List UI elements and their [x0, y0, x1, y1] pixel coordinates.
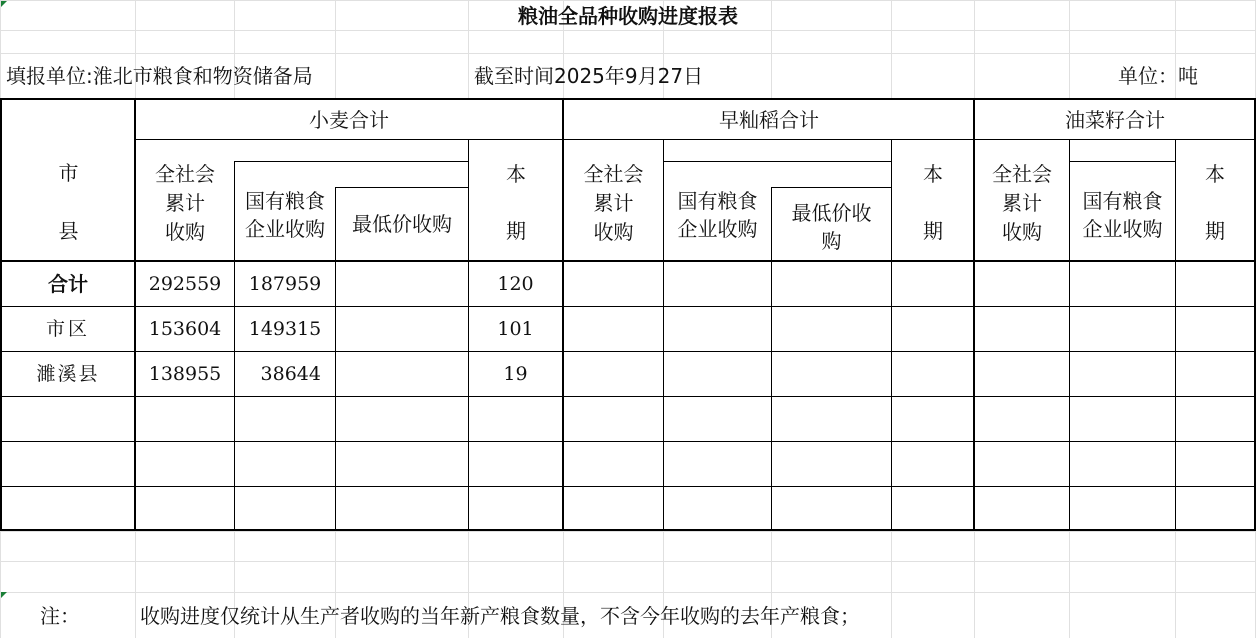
wheat-current-value: 120 [497, 273, 534, 295]
wheat-min-price-value [336, 352, 468, 396]
row-name: 濉溪县 [36, 363, 100, 385]
row-name: 市区 [45, 318, 90, 340]
wheat-state-owned-value: 38644 [260, 363, 321, 385]
wheat-min-price-value [336, 262, 468, 306]
row-name: 合计 [48, 272, 88, 296]
wheat-current-header-bottom: 期 [506, 219, 526, 243]
rapeseed-current-header-bottom: 期 [1205, 219, 1225, 243]
rice-min-price-header: 最低价收 购 [791, 201, 872, 253]
wheat-current-header-top: 本 [506, 162, 526, 186]
wheat-state-owned-header: 国有粮食 企业收购 [245, 189, 325, 241]
wheat-society-header: 全社会 累计 收购 [155, 161, 215, 244]
wheat-state-owned-value: 187959 [248, 273, 322, 295]
note-text: 收购进度仅统计从生产者收购的当年新产粮食数量，不含今年收购的去年产粮食； [140, 604, 860, 628]
wheat-society-value: 292559 [148, 273, 222, 295]
wheat-society-value: 153604 [148, 318, 222, 340]
as-of-date: 截至时间2025年9月27日 [474, 64, 704, 88]
rice-current-header-top: 本 [923, 162, 943, 186]
wheat-min-price-header: 最低价收购 [352, 212, 452, 236]
city-county-header-top: 市 [58, 161, 79, 185]
wheat-current-value: 19 [503, 363, 528, 385]
wheat-group-header: 小麦合计 [309, 107, 389, 132]
page-title: 粮油全品种收购进度报表 [518, 4, 738, 28]
wheat-society-value: 138955 [148, 363, 222, 385]
wheat-state-owned-value: 149315 [248, 318, 322, 340]
early-rice-group-header: 早籼稻合计 [719, 107, 819, 132]
rapeseed-current-header-top: 本 [1205, 162, 1225, 186]
reporting-unit: 填报单位:淮北市粮食和物资储备局 [6, 64, 313, 88]
rapeseed-society-header: 全社会 累计 收购 [992, 161, 1052, 244]
wheat-min-price-value [336, 307, 468, 351]
rapeseed-state-owned-header: 国有粮食 企业收购 [1082, 189, 1163, 241]
rice-current-header-bottom: 期 [923, 219, 943, 243]
wheat-current-value: 101 [497, 318, 534, 340]
rice-state-owned-header: 国有粮食 企业收购 [677, 189, 758, 241]
unit-label: 单位：吨 [1118, 64, 1198, 88]
rapeseed-group-header: 油菜籽合计 [1065, 107, 1165, 132]
city-county-header-bottom: 县 [58, 219, 79, 243]
rice-society-header: 全社会 累计 收购 [583, 161, 644, 244]
note-label: 注： [40, 604, 80, 628]
cell-marker-icon [1, 592, 7, 598]
